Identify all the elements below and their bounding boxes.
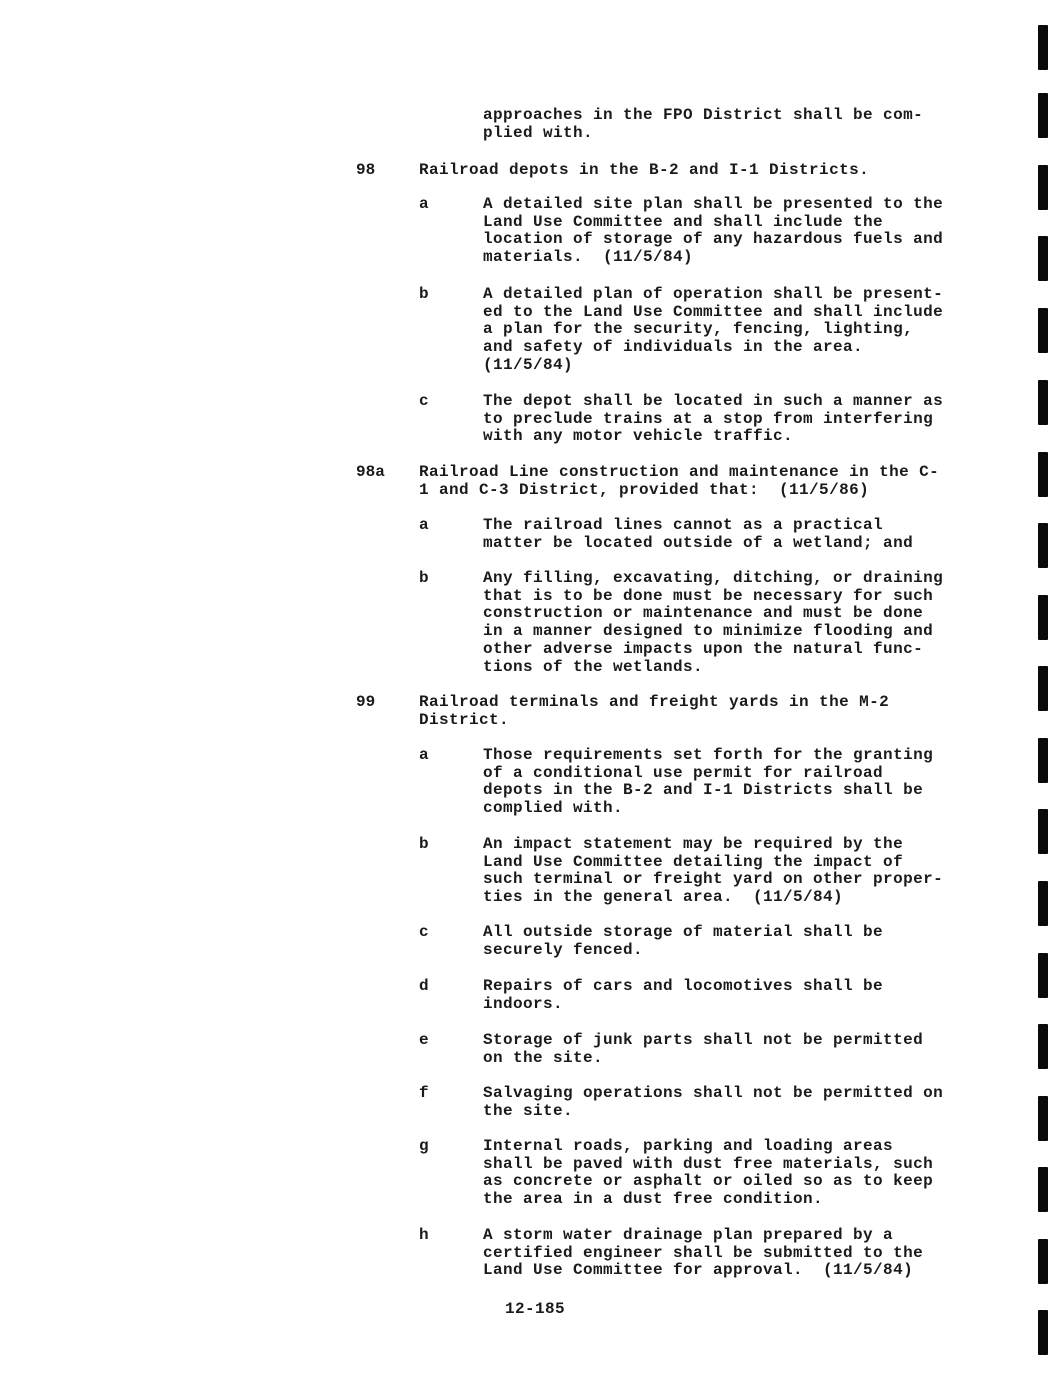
- revision-bar: [1038, 1024, 1048, 1069]
- item-text: Repairs of cars and locomotives shall be indoors.: [483, 977, 884, 1013]
- item-text: Storage of junk parts shall not be permitted on the site.: [483, 1031, 924, 1067]
- item-letter: g: [419, 1137, 429, 1155]
- section-number: 98a: [356, 463, 385, 481]
- item-text: The railroad lines cannot as a practical matter be located outside of a wetland; and: [483, 516, 914, 552]
- revision-bar: [1038, 953, 1048, 998]
- item-letter: d: [419, 977, 429, 995]
- revision-bar: [1038, 738, 1048, 783]
- item-letter: e: [419, 1031, 429, 1049]
- item-letter: f: [419, 1084, 429, 1102]
- revision-bar: [1038, 666, 1048, 711]
- revision-bar: [1038, 165, 1048, 210]
- section-heading: Railroad Line construction and maintenance in the C- 1 and C-3 District, provided that: (11/5/86): [419, 463, 940, 499]
- revision-bar: [1038, 25, 1048, 70]
- revision-bar: [1038, 809, 1048, 854]
- revision-bar: [1038, 1310, 1048, 1355]
- item-letter: a: [419, 516, 429, 534]
- item-letter: c: [419, 923, 429, 941]
- revision-bar: [1038, 452, 1048, 497]
- item-letter: h: [419, 1226, 429, 1244]
- item-letter: b: [419, 835, 429, 853]
- item-text: All outside storage of material shall be securely fenced.: [483, 923, 884, 959]
- item-letter: b: [419, 285, 429, 303]
- revision-bar: [1038, 1239, 1048, 1284]
- revision-bar: [1038, 236, 1048, 281]
- revision-bar: [1038, 1167, 1048, 1212]
- item-text: A detailed site plan shall be presented to the Land Use Committee and shall include the location of storage of any hazardous fuels and materials. (11/5/84): [483, 195, 944, 267]
- page-number: 12-185: [505, 1300, 566, 1318]
- item-text: Internal roads, parking and loading areas shall be paved with dust free materials, such as concrete or asphalt or oiled so as to keep the area in a dust free condition.: [483, 1137, 934, 1209]
- item-letter: b: [419, 569, 429, 587]
- revision-bar: [1038, 595, 1048, 640]
- item-text: An impact statement may be required by the Land Use Committee detailing the impact of such terminal or freight yard on other proper- ties in the general area. (11/5/84): [483, 835, 944, 907]
- item-text: A detailed plan of operation shall be present- ed to the Land Use Committee and shall include a plan for the security, fencing, lighting, and safety of individuals in the area. (11/5/84): [483, 285, 944, 374]
- revision-bar: [1038, 308, 1048, 353]
- section-heading: Railroad terminals and freight yards in the M-2 District.: [419, 693, 890, 729]
- item-letter: c: [419, 392, 429, 410]
- continuation-text: approaches in the FPO District shall be com- plied with.: [483, 106, 924, 142]
- item-letter: a: [419, 746, 429, 764]
- item-text: Those requirements set forth for the granting of a conditional use permit for railroad depots in the B-2 and I-1 Districts shall be complied with.: [483, 746, 934, 818]
- section-heading: Railroad depots in the B-2 and I-1 Districts.: [419, 161, 870, 179]
- revision-bar: [1038, 93, 1048, 138]
- section-number: 98: [356, 161, 376, 179]
- section-number: 99: [356, 693, 376, 711]
- revision-bar: [1038, 380, 1048, 425]
- item-letter: a: [419, 195, 429, 213]
- revision-bar: [1038, 523, 1048, 568]
- item-text: The depot shall be located in such a manner as to preclude trains at a stop from interfering with any motor vehicle traffic.: [483, 392, 944, 446]
- revision-bar: [1038, 1096, 1048, 1141]
- item-text: Salvaging operations shall not be permitted on the site.: [483, 1084, 944, 1120]
- item-text: Any filling, excavating, ditching, or draining that is to be done must be necessary for such construction or maintenance and must be done in a manner designed to minimize flooding and other adverse impacts upon the natural func- tions of the wetlands.: [483, 569, 944, 676]
- revision-bar: [1038, 881, 1048, 926]
- item-text: A storm water drainage plan prepared by a certified engineer shall be submitted to the Land Use Committee for approval. (11/5/84): [483, 1226, 924, 1280]
